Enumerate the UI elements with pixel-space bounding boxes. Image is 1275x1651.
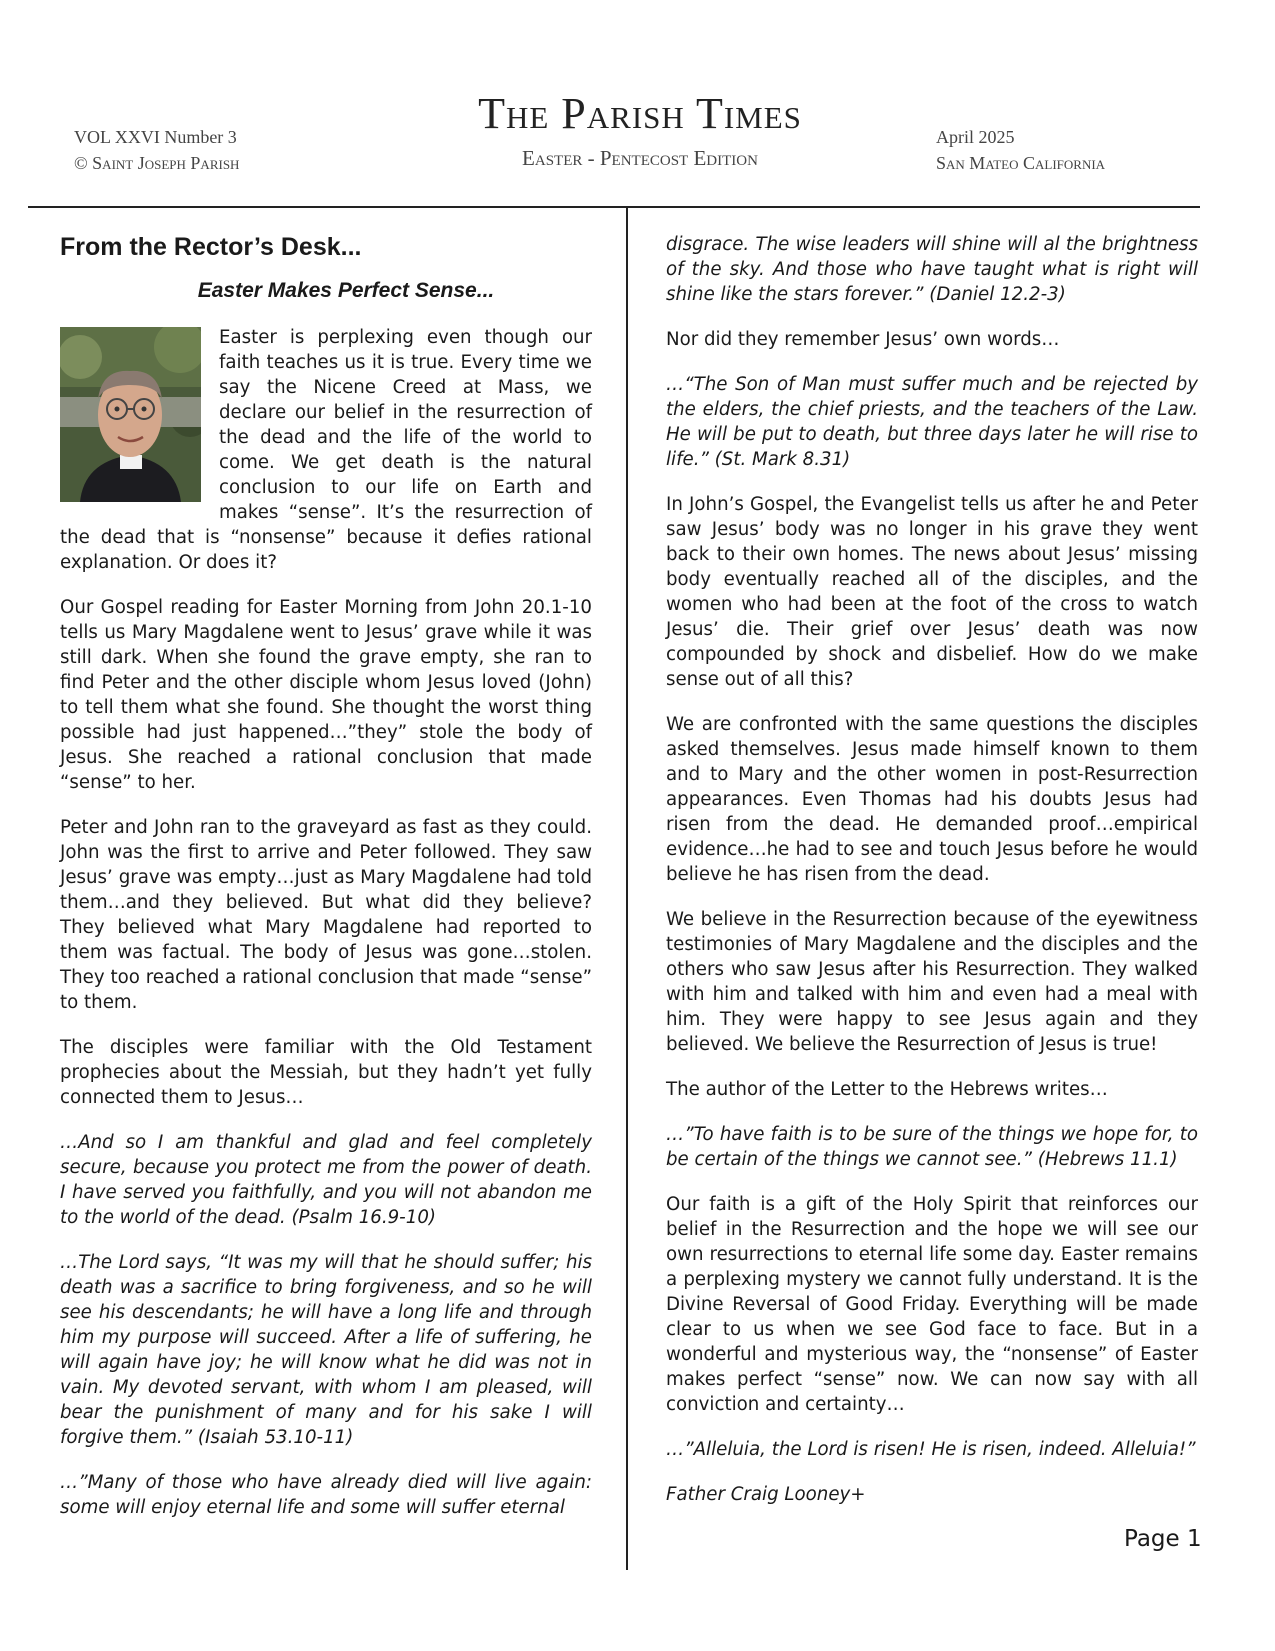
scripture-quote: disgrace. The wise leaders will shine will al the brightness of the sky. And those who have taught what is right will shine like the stars forever.” (Daniel 12.2-3) — [666, 234, 1198, 305]
column-divider — [626, 208, 628, 1570]
header-divider — [28, 206, 1200, 208]
scripture-quote: …”Alleluia, the Lord is risen! He is risen, indeed. Alleluia!” — [666, 1439, 1196, 1460]
paragraph: The author of the Letter to the Hebrews writes… — [666, 1079, 1108, 1100]
paragraph: Peter and John ran to the graveyard as fast as they could. John was the first to arrive and Peter followed. They saw Jesus’ grave was empty…just as Mary Magdalene had told them…and they believed. But what did they believe? They believed what Mary Magdalene had reported to them was factual. The body of Jesus was gone…stolen. They too reached a rational conclusion that made “sense” to them. — [60, 817, 592, 1013]
author-signature: Father Craig Looney+ — [666, 1484, 866, 1505]
header-right — [936, 124, 1105, 176]
page-number: Page 1 — [1124, 1526, 1202, 1552]
paragraph: We believe in the Resurrection because of the eyewitness testimonies of Mary Magdalene and the disciples and the others who saw Jesus after his Resurrection. They walked with him and talked with him and even had a meal with him. They were happy to see Jesus again and they believed. We believe the Resurrection of Jesus is true! — [666, 909, 1198, 1055]
newsletter-title: The Parish Times — [478, 89, 802, 138]
paragraph: Easter is perplexing even though our faith teaches us it is true. Every time we say the Nicene Creed at Mass, we declare our belief in the resurrection of the dead and the life of the world to come. We get death is the natural conclusion to our life on Earth and makes “sense”. It’s the resurrection of the dead that is “nonsense” because it defies rational explanation. Or does it? — [60, 327, 592, 573]
paragraph: The disciples were familiar with the Old Testament prophecies about the Messiah, but they hadn’t yet fully connected them to Jesus… — [60, 1037, 592, 1108]
masthead — [400, 88, 880, 171]
issue-date: April 2025 — [936, 127, 1015, 147]
article-heading: From the Rector’s Desk... — [60, 233, 362, 261]
paragraph: Our faith is a gift of the Holy Spirit that reinforces our belief in the Resurrection and the hope we will see our own resurrections to eternal life some day. Easter remains a perplexing mystery we cannot fully understand. It is the Divine Reversal of Good Friday. Everything will be made clear to us when we see God face to face. But in a wonderful and mysterious way, the “nonsense” of Easter makes perfect “sense” now. We can now say with all conviction and certainty… — [666, 1194, 1198, 1415]
scripture-quote: …The Lord says, “It was my will that he should suffer; his death was a sacrifice to bring forgiveness, and so he will see his descendants; he will have a long life and through him my purpose will succeed. After a life of suffering, he will again have joy; he will know what he did was not in vain. My devoted servant, with whom I am pleased, will bear the punishment of many and for his sake I will forgive them.” (Isaiah 53.10-11) — [60, 1252, 592, 1448]
edition-subtitle: Easter - Pentecost Edition — [522, 146, 758, 170]
scripture-quote: …And so I am thankful and glad and feel completely secure, because you protect me from the power of death. I have served you faithfully, and you will not abandon me to the world of the dead. (Psalm 16.9-10) — [60, 1132, 592, 1228]
parish-copyright: © Saint Joseph Parish — [74, 153, 240, 173]
volume-number: VOL XXVI Number 3 — [74, 127, 237, 147]
paragraph: We are confronted with the same questions the disciples asked themselves. Jesus made himself known to them and to Mary and the other women in post-Resurrection appearances. Even Thomas had his doubts Jesus had risen from the dead. He demanded proof…empirical evidence…he had to see and touch Jesus before he would believe he has risen from the dead. — [666, 714, 1198, 885]
scripture-quote: …”Many of those who have already died will live again: some will enjoy eternal life and some will suffer eternal — [60, 1472, 592, 1518]
right-column — [666, 232, 1198, 1527]
scripture-quote: …”To have faith is to be sure of the things we hope for, to be certain of the things we cannot see.” (Hebrews 11.1) — [666, 1124, 1198, 1170]
scripture-quote: …“The Son of Man must suffer much and be rejected by the elders, the chief priests, and the teachers of the Law. He will be put to death, but three days later he will rise to life.” (St. Mark 8.31) — [666, 374, 1198, 470]
left-column — [60, 232, 592, 1540]
rector-photo — [60, 327, 201, 502]
paragraph: Nor did they remember Jesus’ own words… — [666, 329, 1060, 350]
paragraph: In John’s Gospel, the Evangelist tells us after he and Peter saw Jesus’ body was no longer in his grave they went back to their own homes. The news about Jesus’ missing body eventually reached all of the disciples, and the women who had been at the foot of the cross to watch Jesus’ die. Their grief over Jesus’ death was now compounded by shock and disbelief. How do we make sense out of all this? — [666, 494, 1198, 690]
article-subheading: Easter Makes Perfect Sense... — [197, 279, 495, 302]
paragraph: Our Gospel reading for Easter Morning from John 20.1-10 tells us Mary Magdalene went to Jesus’ grave while it was still dark. When she found the grave empty, she ran to find Peter and the other disciple whom Jesus loved (John) to tell them what she found. She thought the worst thing possible had just happened…”they” stole the body of Jesus. She reached a rational conclusion that made “sense” to her. — [60, 597, 592, 793]
header-left — [74, 124, 239, 176]
parish-location: San Mateo California — [936, 153, 1106, 173]
